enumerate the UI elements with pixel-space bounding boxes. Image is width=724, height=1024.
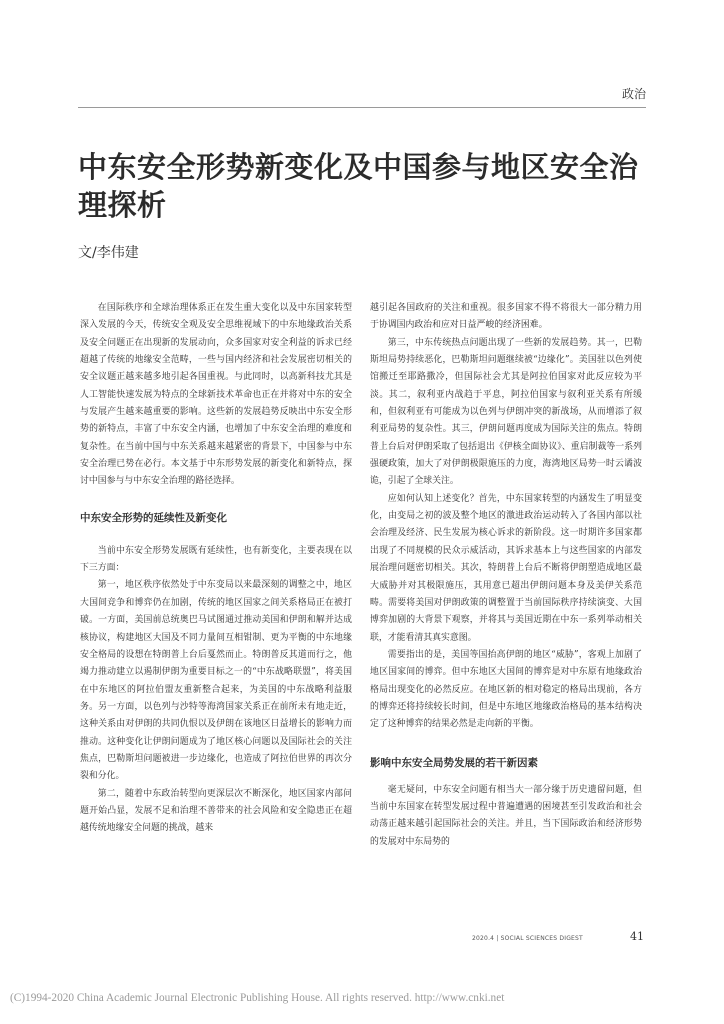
intro-paragraph: 在国际秩序和全球治理体系正在发生重大变化以及中东国家转型深入发展的今天，传统安全观及安全思维视域下的中东地缘政治关系及安全问题正在出现新的发展动向，众多国家对安全利益的诉求已经超越了传统的地缘安全范畴，一些与国内经济和社会发展密切相关的安全议题正越来越多地引起各国重视。与此同时，以高新科技尤其是人工智能快速发展为特点的全球新技术革命也正在并将对中东的安全与发展产生越来越重要的影响。这些新的发展趋势反映出中东安全形势的新特点，丰富了中东安全内涵，也增加了中东安全治理的难度和复杂性。在当前中国与中东关系越来越紧密的背景下，中国参与中东安全治理已势在必行。本文基于中东形势发展的新变化和新特点，探讨中国参与与中东安全治理的路径选择。	[80, 303, 352, 487]
right-column	[370, 300, 642, 851]
header-divider	[78, 107, 646, 108]
journal-footer: 2020.4 | SOCIAL SCIENCES DIGEST	[472, 935, 583, 942]
body-paragraph: 第二，随着中东政治转型向更深层次不断深化，地区国家内部问题开始凸显，发展不足和治理不善带来的社会风险和安全隐患正在超越传统地缘安全问题的挑战，越来	[80, 788, 352, 834]
body-paragraph-continued: 越引起各国政府的关注和重视。很多国家不得不将很大一部分精力用于协调国内政治和应对日益严峻的经济困难。	[370, 303, 642, 331]
section-heading-new-factors: 影响中东安全局势发展的若干新因素	[370, 756, 538, 769]
copyright-watermark: (C)1994-2020 China Academic Journal Electronic Publishing House. All rights reserved. http://www.cnki.net	[10, 992, 505, 1004]
body-paragraph: 需要指出的是，美国等国抬高伊朗的地区“威胁”，客观上加剧了地区国家间的博弈。但中东地区大国间的博弈是对中东原有地缘政治格局出现变化的必然反应。在地区新的相对稳定的格局出现前，各方的博弈还将持续较长时间，但是中东地区地缘政治格局的基本结构决定了这种博弈的结果必然是走向新的平衡。	[370, 649, 642, 730]
body-paragraph: 第三，中东传统热点问题出现了一些新的发展趋势。其一，巴勒斯坦局势持续恶化，巴勒斯坦问题继续被“边缘化”。美国驻以色列使馆搬迁至耶路撒冷，但国际社会尤其是阿拉伯国家对此反应较为平淡。其二，叙利亚内战趋于平息，阿拉伯国家与叙利亚关系有所缓和，但叙利亚有可能成为以色列与伊朗冲突的新战场，从而增添了叙利亚局势的复杂性。其三，伊朗问题再度成为国际关注的焦点。特朗普上台后对伊朗采取了包括退出《伊核全面协议》、重启制裁等一系列强硬政策，加大了对伊朗极限施压的力度，海湾地区局势一时云谲波诡，引起了全球关注。	[370, 337, 642, 487]
article-title: 中东安全形势新变化及中国参与地区安全治理探析	[78, 150, 639, 222]
section-heading-continuity: 中东安全形势的延续性及新变化	[80, 511, 227, 524]
left-column	[80, 300, 352, 838]
section-label: 政治	[621, 87, 646, 101]
page-number: 41	[630, 930, 644, 943]
body-paragraph: 应如何认知上述变化？首先，中东国家转型的内涵发生了明显变化，由变局之初的波及整个地区的激进政治运动转入了各国内部以社会治理及经济、民生发展为核心诉求的新阶段。这一时期许多国家都出现了不同规模的民众示威活动，其诉求基本上与这些国家的内部发展治理问题密切相关。其次，特朗普上台后不断将伊朗塑造成地区最大威胁并对其极限施压，其用意已超出伊朗问题本身及美伊关系范畴。需要将美国对伊朗政策的调整置于当前国际秩序持续演变、大国博弈加剧的大背景下观察，并将其与美国近期在中东一系列举动相关联，才能看清其真实意图。	[370, 493, 642, 643]
article-author: 文/李伟建	[78, 245, 139, 261]
body-paragraph: 第一，地区秩序依然处于中东变局以来最深刻的调整之中，地区大国间竞争和博弈仍在加剧，传统的地区国家之间关系格局正在被打破。一方面，美国前总统奥巴马试图通过推动美国和伊朗和解并达成核协议，构建地区大国及不同力量间互相钳制、更为平衡的中东地缘安全格局的设想在特朗普上台后戛然而止。特朗普反其道而行之，他竭力推动建立以遏制伊朗为重要目标之一的“中东战略联盟”，将美国在中东地区的阿拉伯盟友重新整合起来，为美国的中东战略利益服务。另一方面，以色列与沙特等海湾国家关系正在前所未有地走近，这种关系由对伊朗的共同仇恨以及伊朗在该地区日益增长的影响力而推动。这种变化让伊朗问题成为了地区核心问题以及国际社会的关注焦点，巴勒斯坦问题被进一步边缘化，也造成了阿拉伯世界的再次分裂和分化。	[80, 580, 352, 782]
body-paragraph: 毫无疑问，中东安全问题有相当大一部分缘于历史遗留问题，但当前中东国家在转型发展过程中普遍遭遇的困境甚至引发政治和社会动荡正越来越引起国际社会的关注。并且，当下国际政治和经济形势的发展对中东局势的	[370, 784, 642, 847]
body-paragraph: 当前中东安全形势发展既有延续性，也有新变化，主要表现在以下三方面：	[80, 545, 352, 574]
